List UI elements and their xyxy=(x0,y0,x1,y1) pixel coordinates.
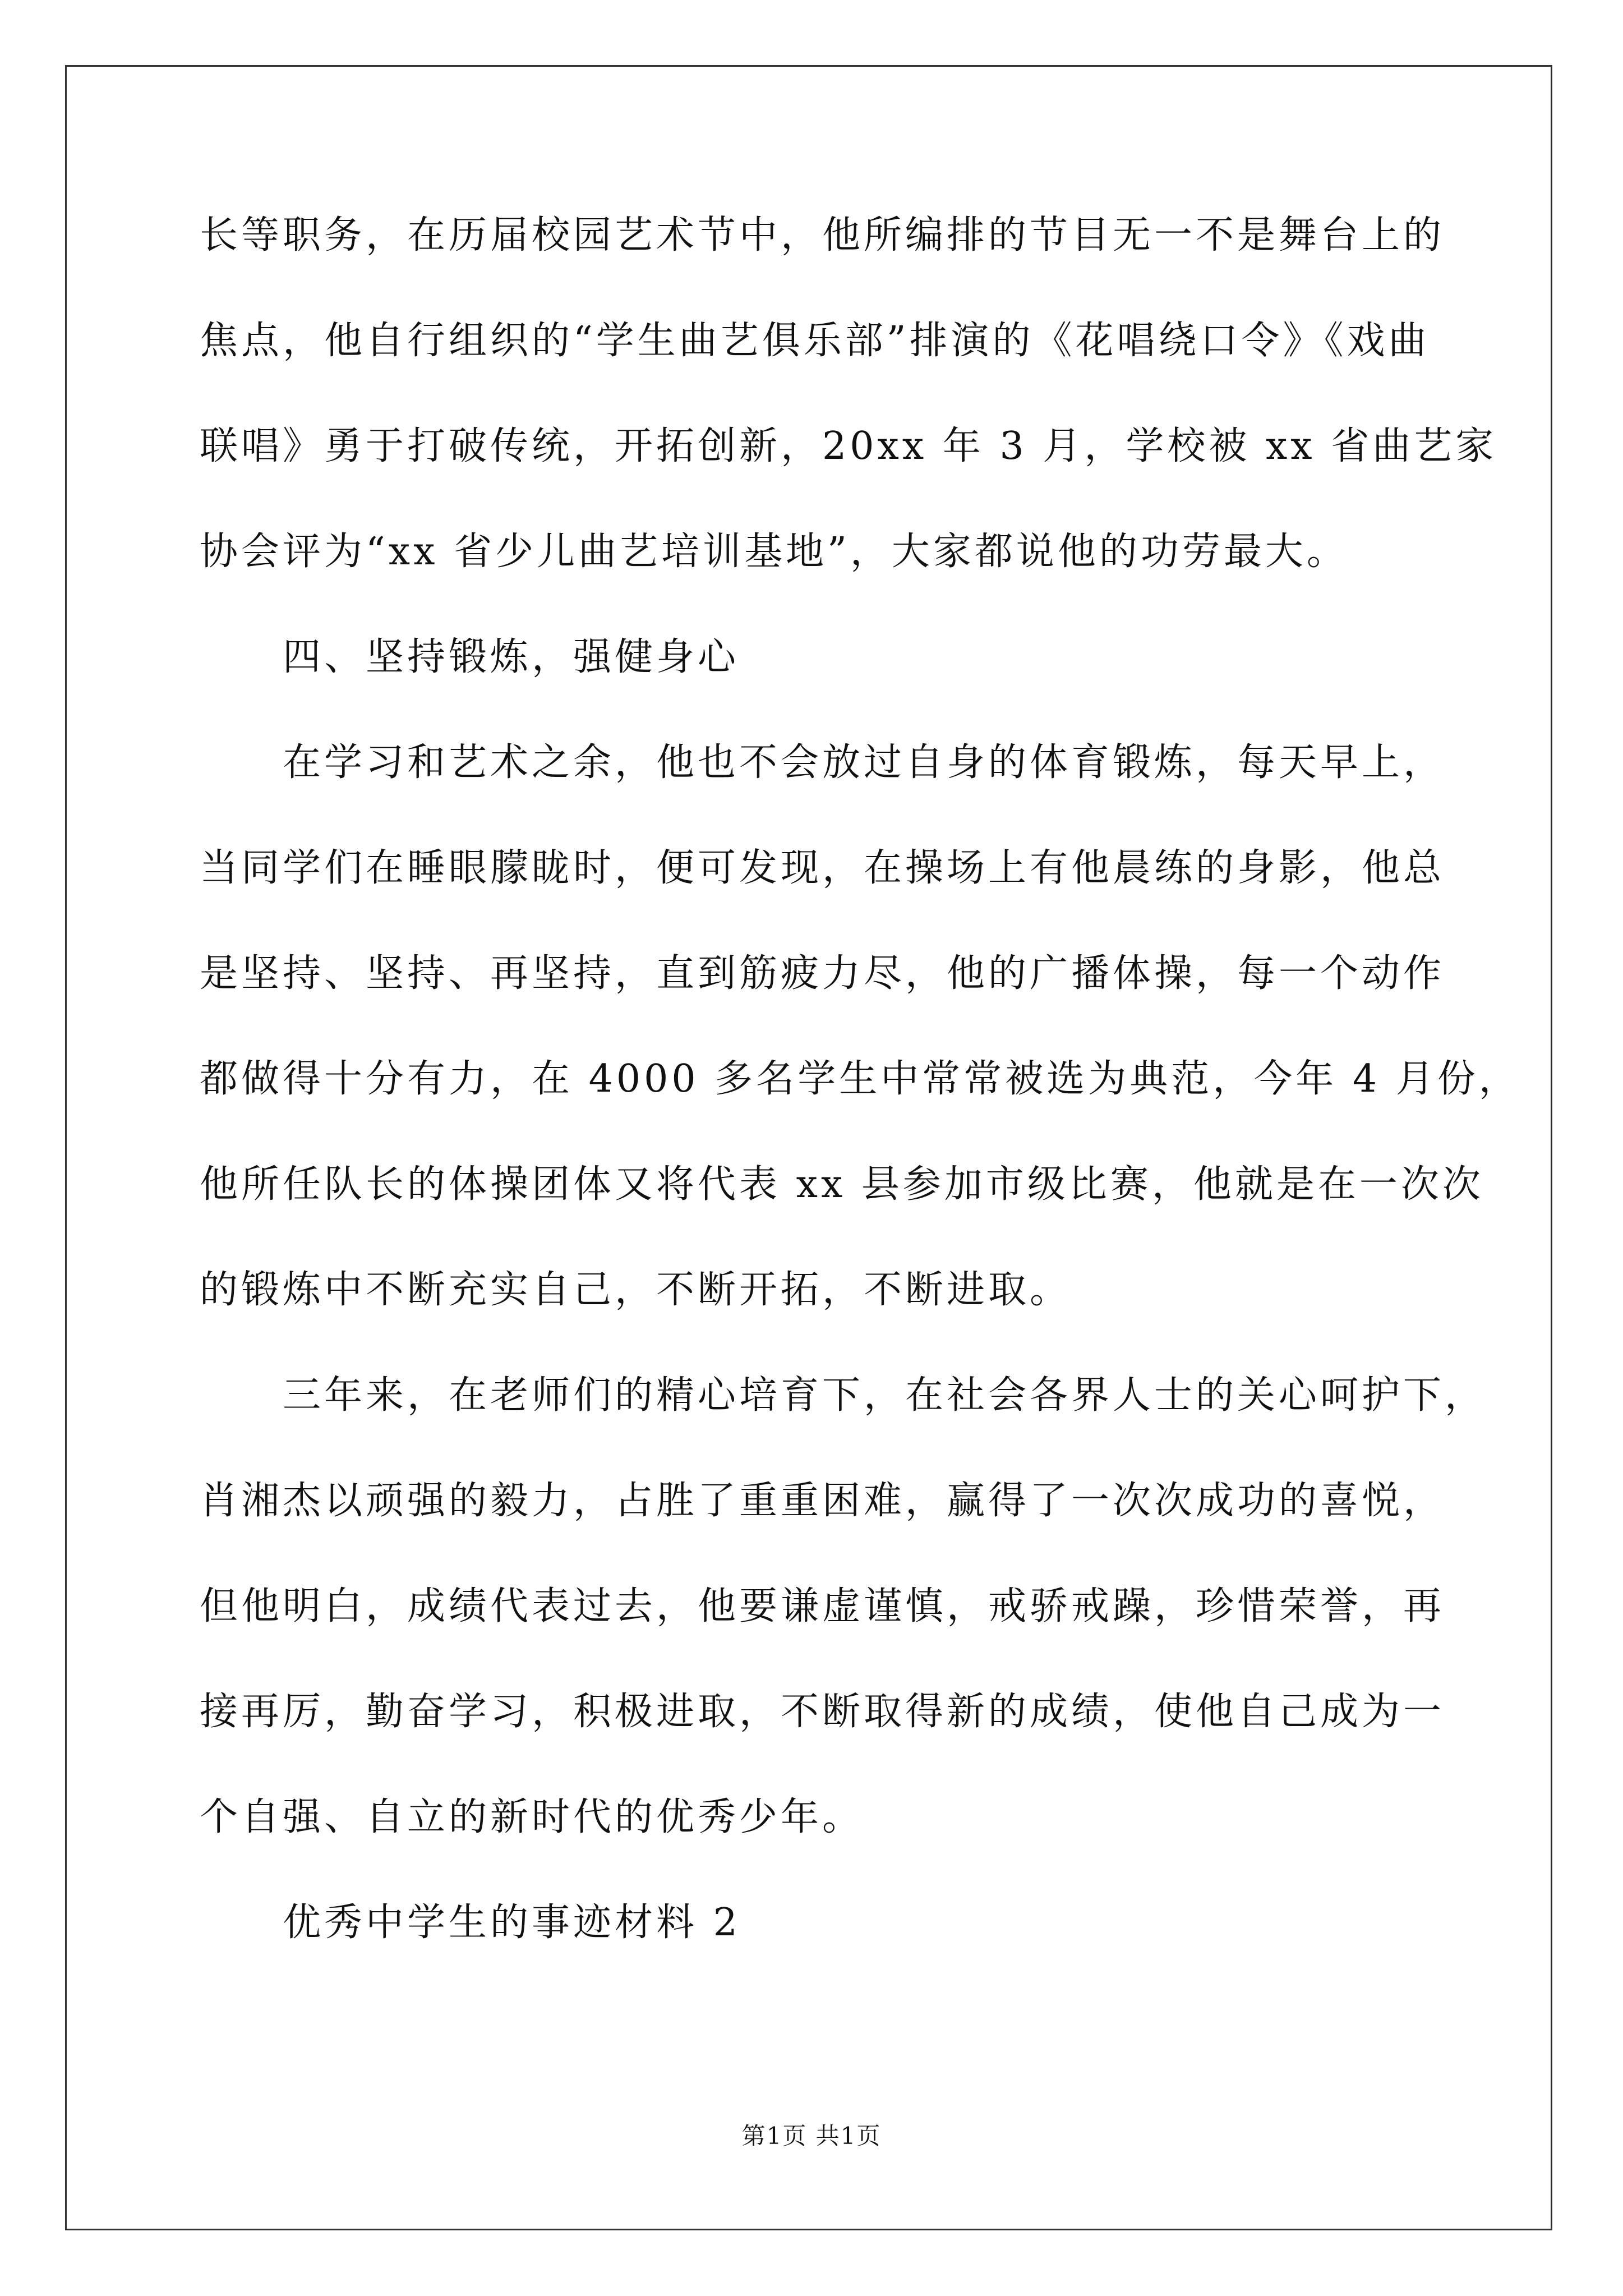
text-line: 长等职务，在历届校园艺术节中，他所编排的节目无一不是舞台上的 xyxy=(200,213,1445,257)
text-line: 他所任队长的体操团体又将代表 xx 县参加市级比赛，他就是在一次次 xyxy=(200,1162,1484,1207)
text-line: 都做得十分有力，在 4000 多名学生中常常被选为典范，今年 4 月份， xyxy=(200,1057,1520,1101)
text-line: 个自强、自立的新时代的优秀少年。 xyxy=(200,1795,864,1839)
text-line: 但他明白，成绩代表过去，他要谦虚谨慎，戒骄戒躁，珍惜荣誉，再 xyxy=(200,1584,1445,1628)
text-line: 接再厉，勤奋学习，积极进取，不断取得新的成绩，使他自己成为一 xyxy=(200,1690,1445,1734)
page-footer: 第1页 共1页 xyxy=(741,2122,882,2150)
text-line: 焦点，他自行组织的“学生曲艺俱乐部”排演的《花唱绕口令》《戏曲 xyxy=(200,319,1430,363)
text-line: 联唱》勇于打破传统，开拓创新，20xx 年 3 月，学校被 xx 省曲艺家 xyxy=(200,424,1497,468)
text-line: 肖湘杰以顽强的毅力，占胜了重重困难，赢得了一次次成功的喜悦， xyxy=(200,1479,1445,1523)
text-line: 当同学们在睡眼朦眬时，便可发现，在操场上有他晨练的身影，他总 xyxy=(200,846,1445,890)
section-heading: 四、坚持锻炼，强健身心 xyxy=(283,635,740,679)
text-line: 是坚持、坚持、再坚持，直到筋疲力尽，他的广播体操，每一个动作 xyxy=(200,951,1445,996)
section-heading: 优秀中学生的事迹材料 2 xyxy=(283,1901,741,1945)
paragraph-first-line: 在学习和艺术之余，他也不会放过自身的体育锻炼，每天早上， xyxy=(283,740,1445,785)
text-line: 协会评为“xx 省少儿曲艺培训基地”，大家都说他的功劳最大。 xyxy=(200,530,1348,574)
text-line: 的锻炼中不断充实自己，不断开拓，不断进取。 xyxy=(200,1268,1072,1312)
paragraph-first-line: 三年来，在老师们的精心培育下，在社会各界人士的关心呵护下， xyxy=(283,1373,1487,1418)
